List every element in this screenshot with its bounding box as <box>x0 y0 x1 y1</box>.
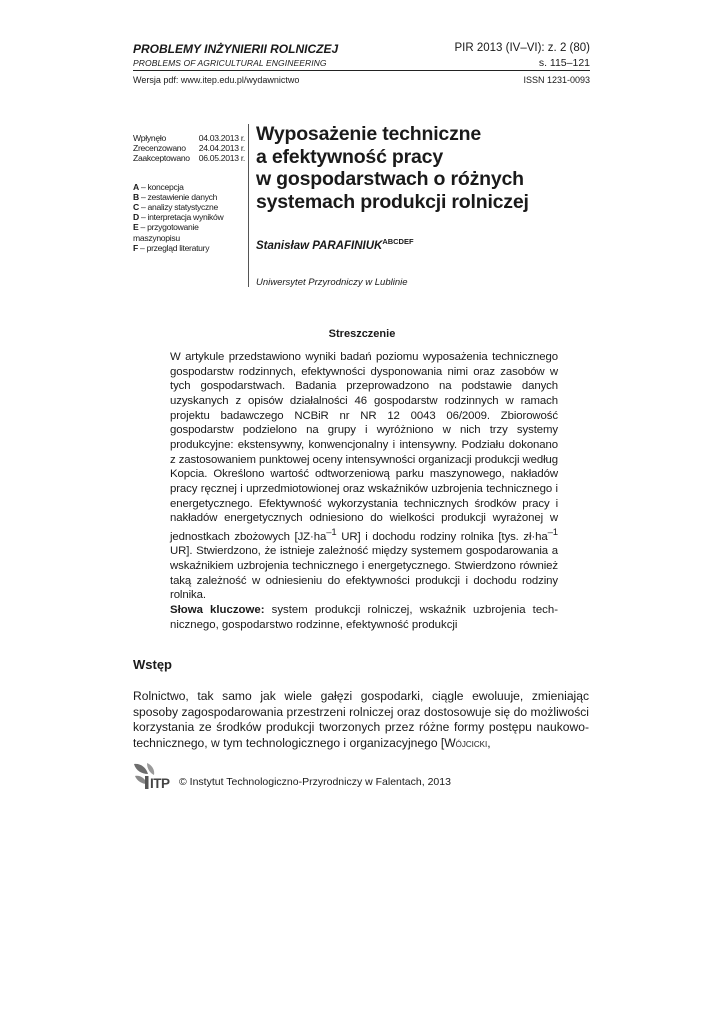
issue-info: PIR 2013 (IV–VI): z. 2 (80) <box>454 42 590 54</box>
logo-text: ITP <box>150 776 170 791</box>
contribution-item: B – zestawienie danych <box>133 191 218 202</box>
contribution-item: A – koncepcja <box>133 181 184 192</box>
date-reviewed: Zrecenzowano 24.04.2013 r. <box>133 143 245 154</box>
contribution-item: C – analizy statystyczne <box>133 202 218 213</box>
keywords-label: Słowa kluczowe: <box>170 604 265 616</box>
article-title <box>256 123 586 213</box>
article-metadata <box>133 133 245 253</box>
contribution-item: D – interpretacja wyników <box>133 212 224 223</box>
title-line: a efektywność pracy <box>256 145 443 168</box>
author-name: Stanisław PARAFINIUK <box>256 240 383 252</box>
abstract-heading: Streszczenie <box>328 328 396 340</box>
footer <box>133 762 451 790</box>
page-range: s. 115–121 <box>538 57 590 69</box>
keywords <box>170 603 558 632</box>
author <box>256 237 414 252</box>
header-rule <box>133 70 590 71</box>
date-received: Wpłynęło 04.03.2013 r. <box>133 133 245 143</box>
journal-title: PROBLEMY INŻYNIERII ROLNICZEJ <box>133 42 339 56</box>
title-line: systemach produkcji rolniczej <box>256 190 529 213</box>
section-heading: Wstęp <box>133 657 172 672</box>
title-line: w gospodarstwach o różnych <box>256 168 524 190</box>
itp-logo <box>133 762 173 790</box>
superscript: –1 <box>547 526 558 538</box>
title-line: Wyposażenie techniczne <box>256 123 481 145</box>
journal-title-english: PROBLEMS OF AGRICULTURAL ENGINEERING <box>133 58 327 68</box>
intro-paragraph: Rolnictwo, tak samo jak wiele gałęzi gospodarki, ciągle ewoluuje, zmieniając sposoby zagospodarowania przestrzeni rolniczej oraz dostosowuje się do możliwości korzystania ze środków produkcji tworzonych przez różne formy postępu naukowo-technicznego, w tym technologicznego i organizacyjnego [Wójcicki, <box>133 689 589 750</box>
affiliation: Uniwersytet Przyrodniczy w Lublinie <box>256 277 408 288</box>
author-contribution-codes: ABCDEF <box>382 237 414 246</box>
citation: Wójcicki, <box>444 735 491 750</box>
pdf-version-link[interactable]: Wersja pdf: www.itep.edu.pl/wydawnictwo <box>133 75 300 85</box>
date-accepted: Zaakceptowano 06.05.2013 r. <box>133 153 245 164</box>
issn: ISSN 1231-0093 <box>523 75 590 85</box>
contribution-list <box>133 182 245 253</box>
keywords-list: system produkcji rolniczej, wskaźnik uzbrojenia technicznego, gospodarstwo rodzinne, efektywność produkcji <box>170 604 558 631</box>
vertical-divider <box>248 124 249 287</box>
abstract-text: W artykule przedstawiono wyniki badań poziomu wyposażenia technicznego gospodarstw rodzinnych, efektywności dysponowania nimi oraz zasobów w tych gospodarstwach. Badania przeprowadzono na podstawie danych uzyskanych z opisów działalności 46 gospodarstw rodzinnych w ramach projektu badawczego NCBiR nr NR 12 0043 06/2009. Zbiorowość gospodarstw podzielono na grupy i wyróżniono w nich trzy systemy produkcyjne: ekstensywny, konwencjonalny i intensywny. Podziału dokonano z zastosowaniem punktowej oceny intensywności organizacji produkcji według Kopcia. Określono wartość odtworzeniową parku maszynowego, nakładów pracy ręcznej i uprzedmiotowionej oraz wskaźników uzbrojenia technicznego i energetycznego. Efektywność wykorzystania technicznych środków pracy i nakładów energetycznych odniesiono do wielkości produkcji wyrażonej w jednostkach zbożowych [$JZ\cdot ha^{-1}$ UR] i dochodu rodziny rolnika [tys. $zł\cdot ha^{-1}$ UR]. Stwierdzono, że istnieje zależność między systemem gospodarowania a wskaźnikiem uzbrojenia technicznego i energetycznego. Stwierdzono również taką zależność w odniesieniu do efektywności produkcji i dochodu rodziny rolnika. <box>170 351 558 602</box>
copyright: © Instytut Technologiczno-Przyrodniczy w Falentach, 2013 <box>179 776 451 788</box>
superscript: –1 <box>326 526 337 538</box>
contribution-item: E – przygotowanie maszynopisu <box>133 222 199 243</box>
contribution-item: F – przegląd literatury <box>133 242 210 253</box>
